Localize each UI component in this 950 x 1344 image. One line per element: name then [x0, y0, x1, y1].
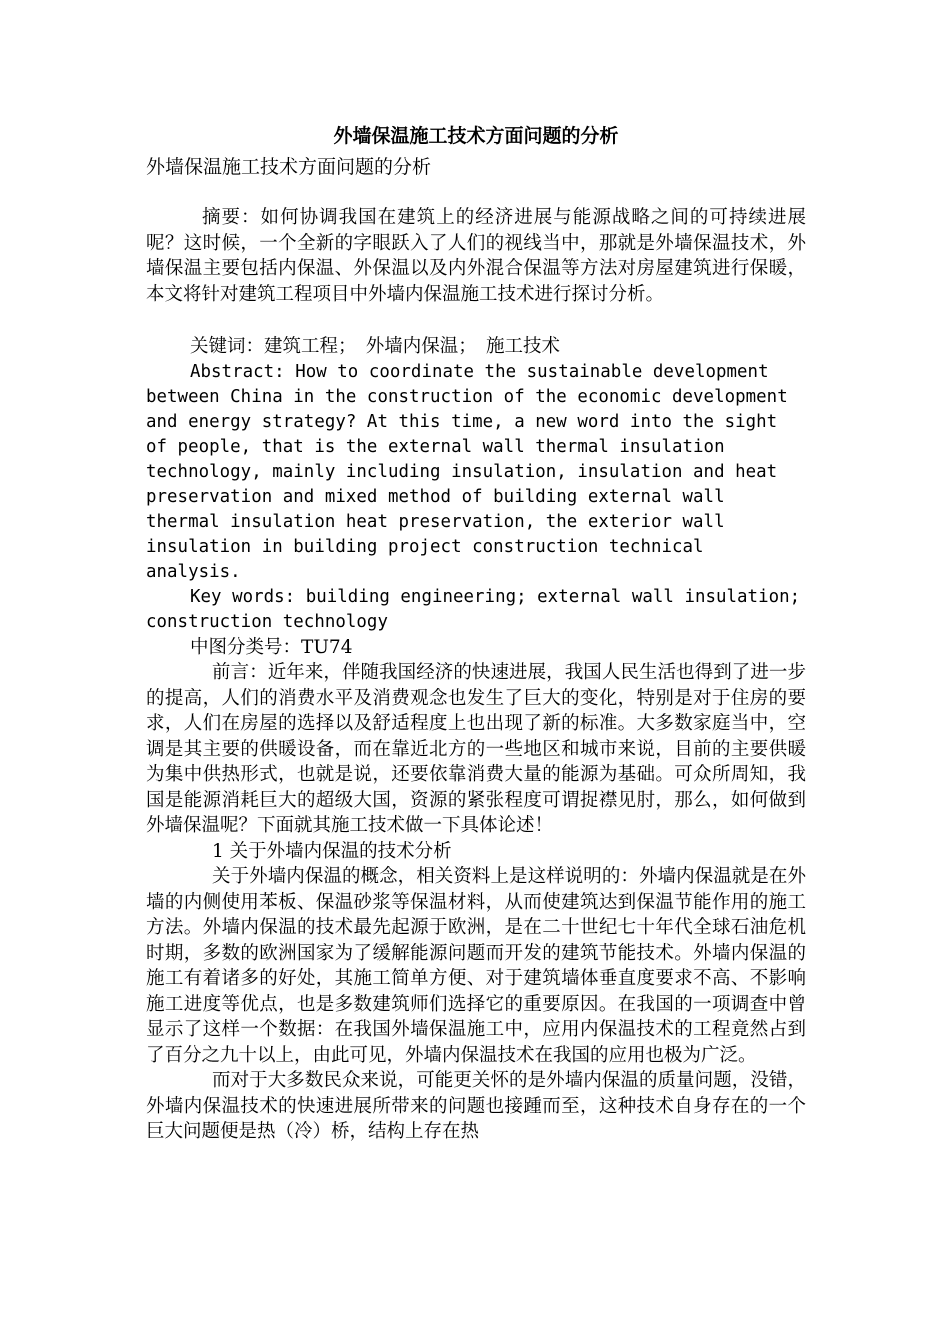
document-subtitle: 外墙保温施工技术方面问题的分析 — [146, 156, 432, 178]
preface-paragraph: 前言：近年来，伴随我国经济的快速进展，我国人民生活也得到了进一步的提高，人们的消费水平及消费观念也发生了巨大的变化，特别是对于住房的要求，人们在房屋的选择以及舒适程度上也出现了新的标准。大多数家庭当中，空调是其主要的供暖设备，而在靠近北方的一些地区和城市来说，目前的主要供暖为集中供热形式，也就是说，还要依靠消费大量的能源为基础。可众所周知，我国是能源消耗巨大的超级大国，资源的紧张程度可谓捉襟见肘，那么，如何做到外墙保温呢？下面就其施工技术做一下具体论述！ — [146, 662, 806, 836]
section-1-paragraph-2: 而对于大多数民众来说，可能更关怀的是外墙内保温的质量问题，没错，外墙内保温技术的快速进展所带来的问题也接踵而至，这种技术自身存在的一个巨大问题便是热（冷）桥，结构上存在热 — [146, 1070, 806, 1142]
abstract-chinese: 摘要：如何协调我国在建筑上的经济进展与能源战略之间的可持续进展呢？这时候，一个全新的字眼跃入了人们的视线当中，那就是外墙保温技术，外墙保温主要包括内保温、外保温以及内外混合保温等方法对房屋建筑进行保暖，本文将针对建筑工程项目中外墙内保温施工技术进行探讨分析。 — [146, 207, 806, 305]
keywords-english: Key words: building engineering; external wall insulation; construction technology — [146, 587, 801, 632]
document-page — [146, 118, 806, 1145]
document-title: 外墙保温施工技术方面问题的分析 — [333, 125, 619, 147]
classification-number: 中图分类号：TU74 — [190, 637, 353, 658]
abstract-english: Abstract: How to coordinate the sustainable development between China in the construction of the economic development and energy strategy? At this time, a new word into the sight of people, that is the external wall thermal insulation technology, mainly including insulation, insulation and heat preservation and mixed method of building external wall thermal insulation heat preservation, the exterior wall insulation in building project construction technical analysis. — [146, 362, 788, 582]
section-1-heading: 1 关于外墙内保温的技术分析 — [212, 840, 452, 862]
section-1-paragraph-1: 关于外墙内保温的概念，相关资料上是这样说明的：外墙内保温就是在外墙的内侧使用苯板、保温砂浆等保温材料，从而使建筑达到保温节能作用的施工方法。外墙内保温的技术最先起源于欧洲，是在二十世纪七十年代全球石油危机时期，多数的欧洲国家为了缓解能源问题而开发的建筑节能技术。外墙内保温的施工有着诸多的好处，其施工简单方便、对于建筑墙体垂直度要求不高、不影响施工进度等优点，也是多数建筑师们选择它的重要原因。在我国的一项调查中曾显示了这样一个数据：在我国外墙保温施工中，应用内保温技术的工程竟然占到了百分之九十以上，由此可见，外墙内保温技术在我国的应用也极为广泛。 — [146, 866, 806, 1066]
keywords-chinese: 关键词：建筑工程； 外墙内保温； 施工技术 — [190, 336, 561, 357]
